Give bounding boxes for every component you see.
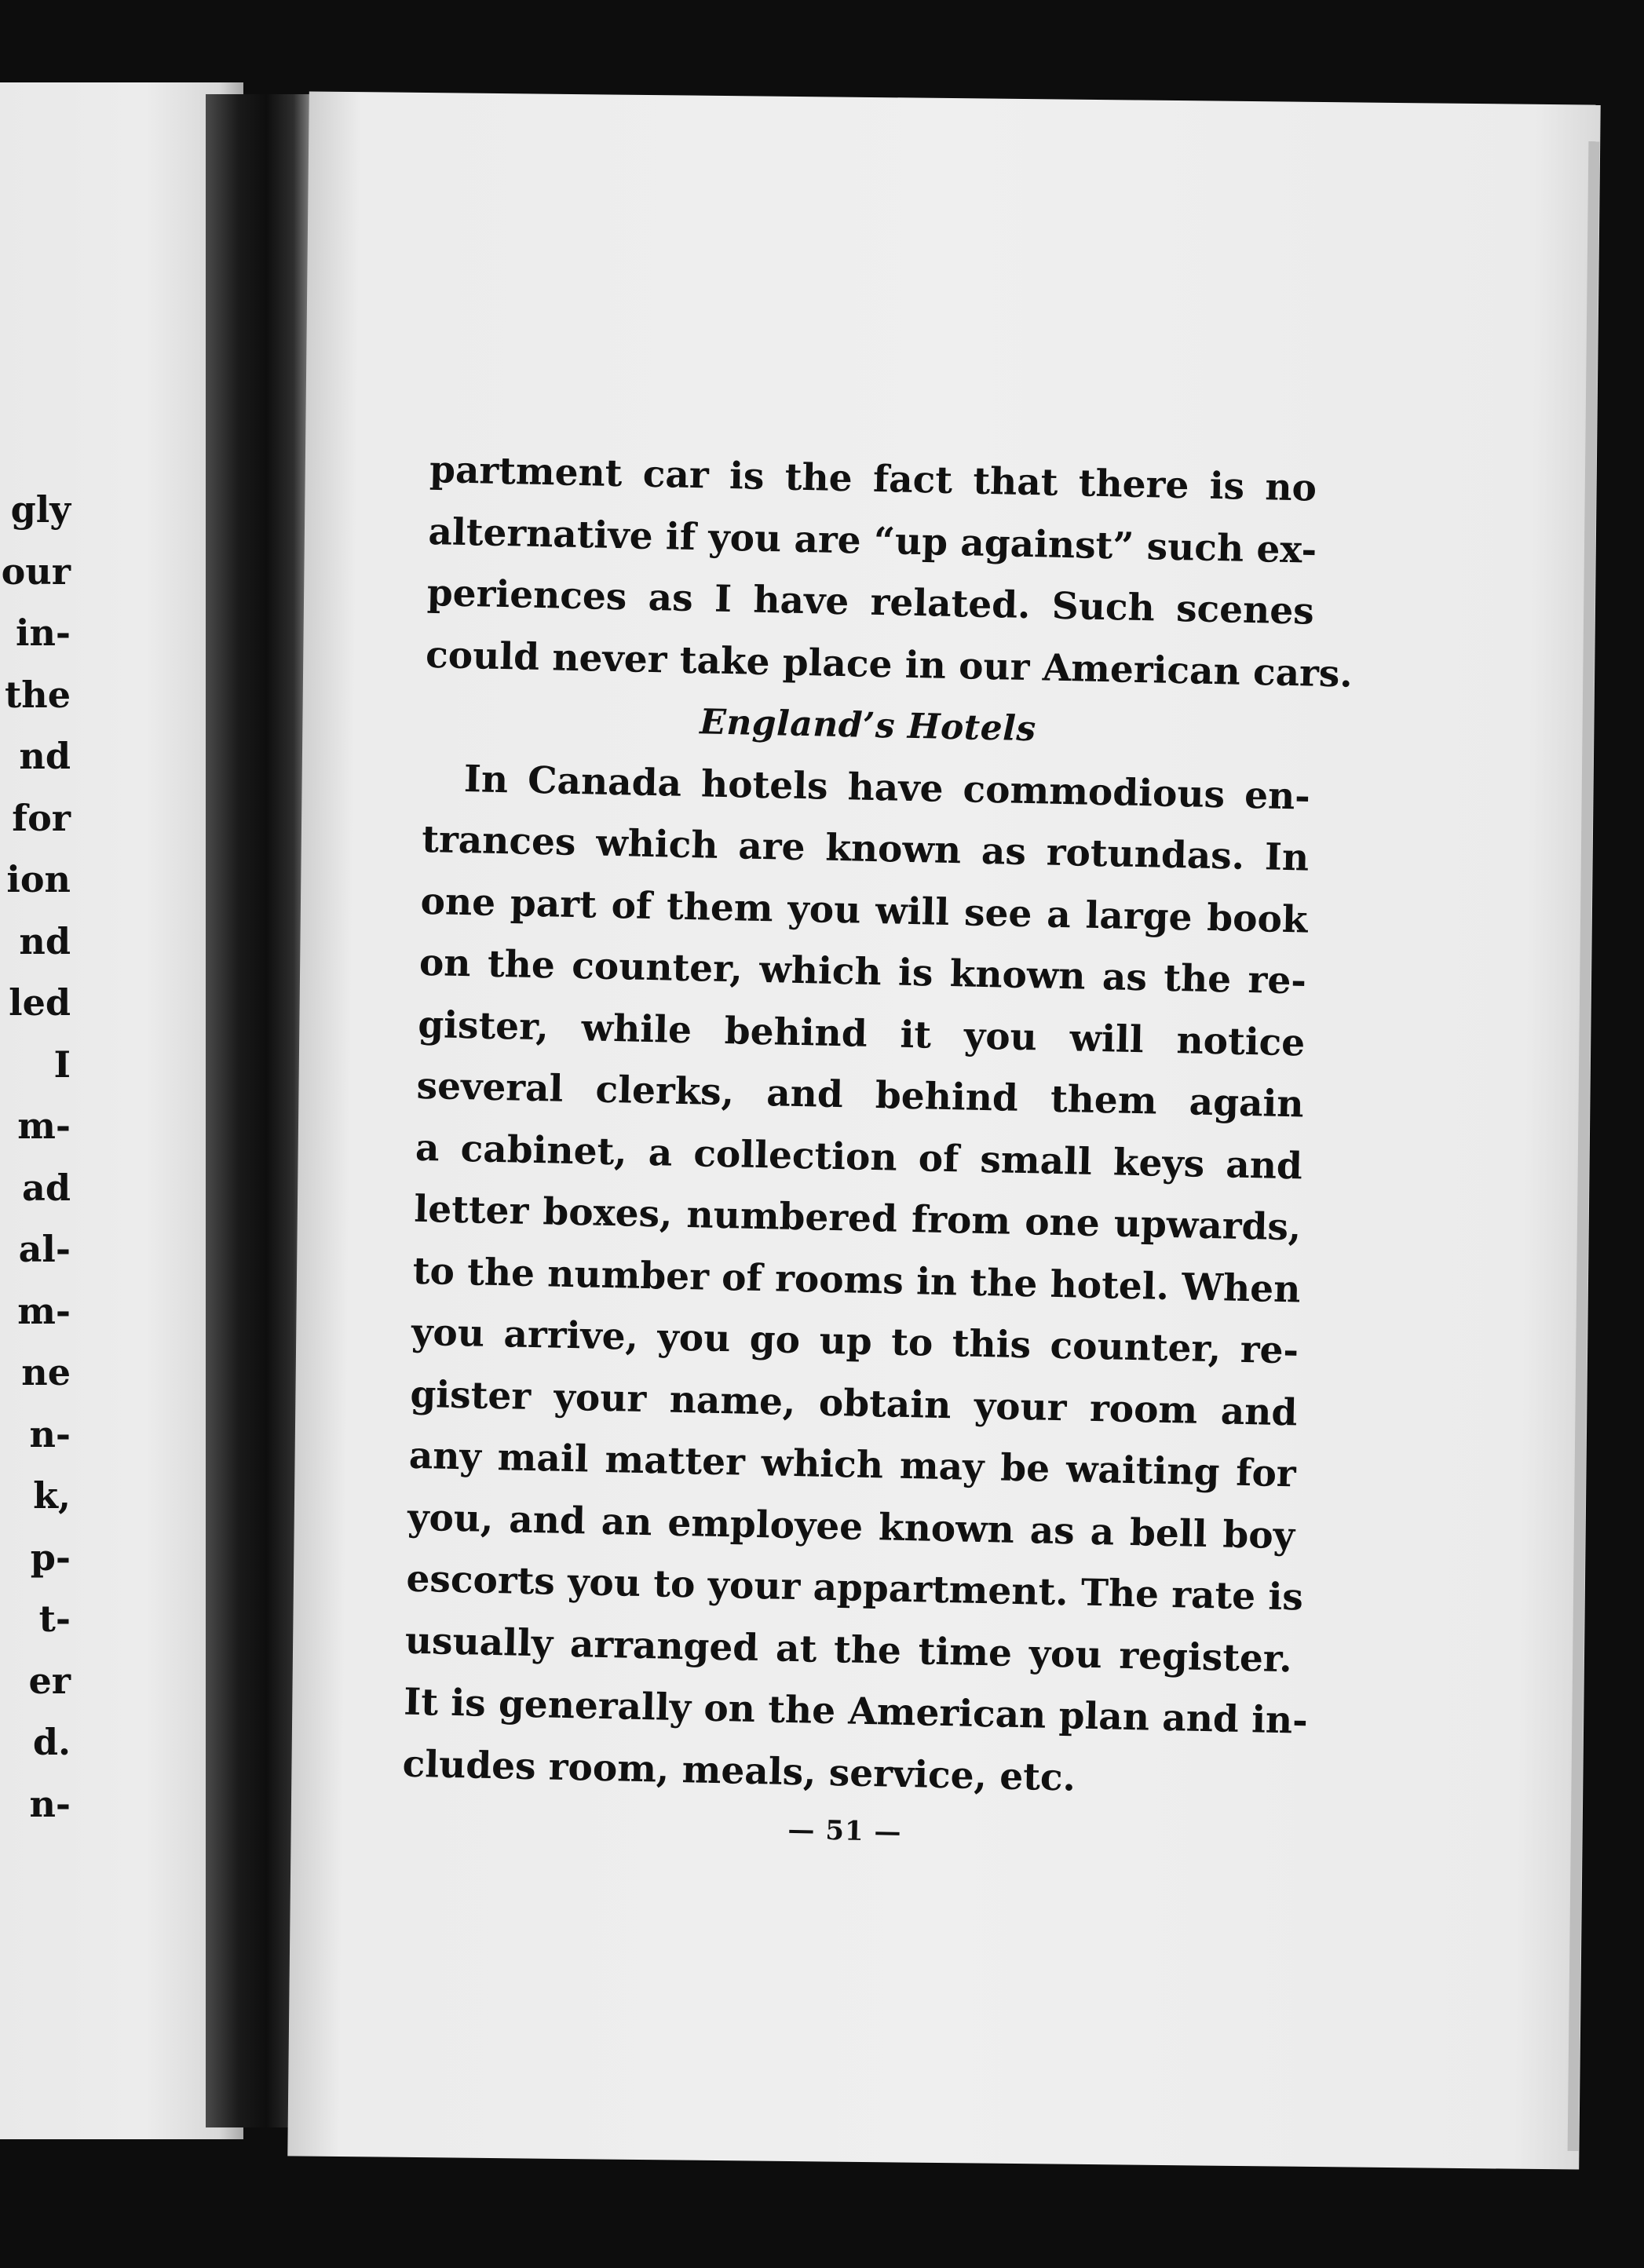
left-page-line-fragments: [0, 479, 71, 1835]
left-fragment: k,: [33, 1474, 71, 1517]
body-line: usually arranged at the time you register.: [404, 1619, 1293, 1681]
body-line: to the number of rooms in the hotel. When: [412, 1249, 1301, 1311]
left-fragment: in-: [15, 612, 71, 654]
left-fragment: the: [5, 673, 71, 716]
body-line: letter boxes, numbered from one upwards,: [413, 1187, 1302, 1250]
left-fragment: m-: [17, 1105, 71, 1147]
body-line: alternative if you are “up against” such ex-: [427, 509, 1317, 572]
body-line: a cabinet, a collection of small keys and: [415, 1126, 1303, 1188]
body-line: trances which are known as rotundas. In: [421, 817, 1310, 880]
section-heading: England’s Hotels: [699, 702, 1037, 750]
body-line: gister, while behind it you will notice: [417, 1003, 1306, 1065]
body-line: gister your name, obtain your room and: [409, 1372, 1298, 1434]
left-fragment: al-: [18, 1228, 71, 1270]
body-line: on the counter, which is known as the re-: [418, 940, 1307, 1003]
left-fragment: for: [12, 796, 71, 839]
left-fragment: nd: [19, 919, 71, 962]
body-line: periences as I have related. Such scenes: [426, 571, 1315, 634]
left-fragment: nd: [19, 735, 71, 777]
left-fragment: er: [28, 1659, 71, 1702]
body-line: could never take place in our American cars.: [425, 633, 1354, 696]
left-fragment: d.: [32, 1721, 71, 1763]
body-line: one part of them you will see a large book: [420, 879, 1309, 942]
body-line: any mail matter which may be waiting for: [408, 1433, 1297, 1496]
left-fragment: I: [53, 1043, 71, 1086]
left-fragment: p-: [30, 1536, 71, 1579]
body-line: several clerks, and behind them again: [416, 1064, 1305, 1127]
left-fragment: n-: [29, 1412, 71, 1455]
left-fragment: n-: [29, 1782, 71, 1825]
left-fragment: ne: [21, 1351, 71, 1393]
body-line: escorts you to your appartment. The rate is: [406, 1557, 1304, 1620]
left-fragment: t-: [38, 1598, 71, 1640]
body-line: In Canada hotels have commodious en-: [463, 757, 1311, 819]
page-text-block: [401, 440, 1354, 1856]
body-line: partment car is the fact that there is no: [429, 447, 1317, 510]
page-number: — 51 —: [787, 1813, 902, 1848]
body-line: cludes room, meals, service, etc.: [402, 1742, 1076, 1800]
left-fragment: our: [1, 550, 71, 593]
left-fragment: m-: [17, 1289, 71, 1332]
left-fragment: led: [9, 981, 71, 1024]
body-line: It is generally on the American plan and in-: [403, 1680, 1309, 1743]
body-line: you, and an employee known as a bell boy: [407, 1496, 1295, 1558]
body-line: you arrive, you go up to this counter, re-: [411, 1310, 1299, 1373]
left-fragment: ion: [6, 858, 71, 900]
left-fragment: ad: [22, 1166, 71, 1209]
left-fragment: gly: [10, 488, 71, 531]
